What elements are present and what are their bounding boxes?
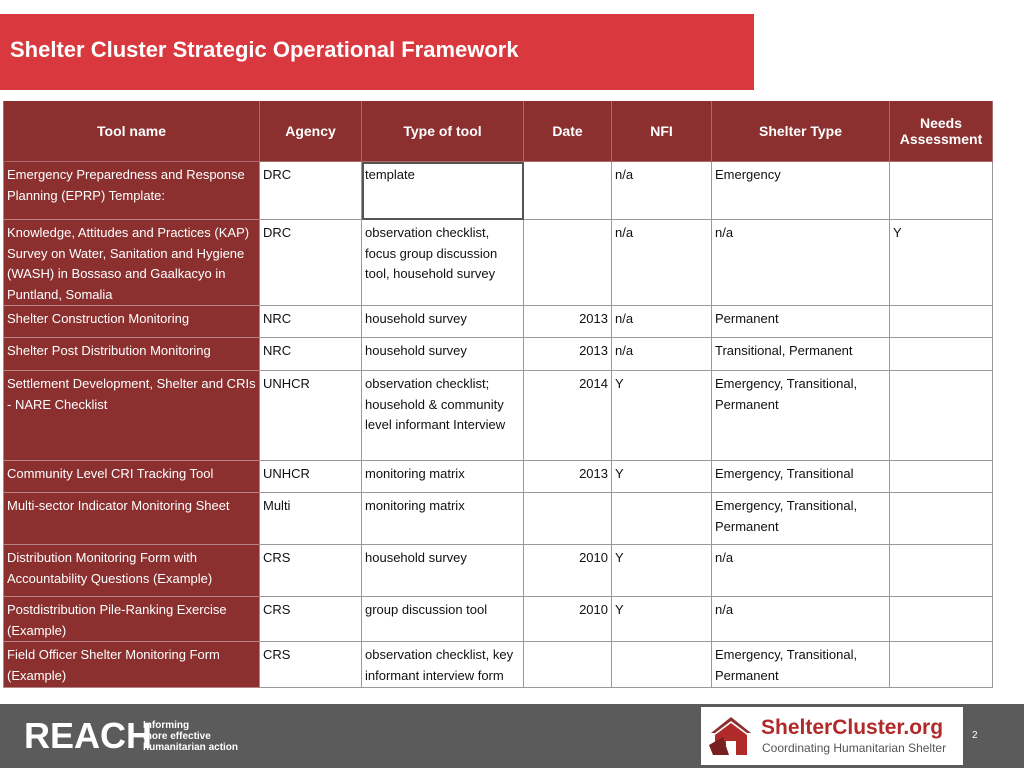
cell-tool-name: Shelter Post Distribution Monitoring <box>4 338 260 371</box>
slide-title: Shelter Cluster Strategic Operational Framework <box>10 37 519 62</box>
table-row <box>4 545 993 597</box>
cell-needs-assessment <box>890 371 993 461</box>
cell-shelter-type: n/a <box>712 220 890 306</box>
table-row <box>4 162 993 220</box>
cell-date: 2013 <box>524 461 612 493</box>
table-row <box>4 493 993 545</box>
cell-nfi <box>612 642 712 688</box>
cell-shelter-type: Emergency <box>712 162 890 220</box>
cell-nfi: Y <box>612 461 712 493</box>
cell-tool-name: Field Officer Shelter Monitoring Form (Example) <box>4 642 260 688</box>
cell-needs-assessment <box>890 493 993 545</box>
cell-shelter-type: n/a <box>712 597 890 642</box>
header-needs-assessment: Needs Assessment <box>890 101 993 162</box>
table-row <box>4 306 993 338</box>
cell-tool-name: Shelter Construction Monitoring <box>4 306 260 338</box>
cell-shelter-type: Emergency, Transitional, Permanent <box>712 371 890 461</box>
reach-tagline-line: Informing <box>143 720 190 731</box>
header-type-of-tool: Type of tool <box>362 101 524 162</box>
cell-agency: NRC <box>260 338 362 371</box>
cell-shelter-type: Permanent <box>712 306 890 338</box>
header-agency: Agency <box>260 101 362 162</box>
cell-tool-name: Community Level CRI Tracking Tool <box>4 461 260 493</box>
shelter-cluster-name: ShelterCluster.org <box>761 716 944 739</box>
cell-date: 2010 <box>524 597 612 642</box>
cell-type-of-tool: monitoring matrix <box>362 493 524 545</box>
cell-agency: DRC <box>260 220 362 306</box>
tools-table <box>3 101 993 688</box>
cell-agency: CRS <box>260 597 362 642</box>
reach-tagline-line: more effective <box>143 731 211 742</box>
cell-nfi: n/a <box>612 306 712 338</box>
table-row <box>4 597 993 642</box>
cell-agency: UNHCR <box>260 371 362 461</box>
cell-type-of-tool: observation checklist; household & community level informant Interview <box>362 371 524 461</box>
cell-date <box>524 493 612 545</box>
header-nfi: NFI <box>612 101 712 162</box>
cell-needs-assessment <box>890 338 993 371</box>
header-tool-name: Tool name <box>4 101 260 162</box>
reach-tagline-line: humanitarian action <box>143 742 239 753</box>
reach-logo: REACH <box>24 715 153 756</box>
cell-date: 2014 <box>524 371 612 461</box>
cell-agency: DRC <box>260 162 362 220</box>
cell-nfi: Y <box>612 597 712 642</box>
shelter-cluster-logo <box>701 707 963 765</box>
cell-type-of-tool: observation checklist, key informant interview form <box>362 642 524 688</box>
cell-type-of-tool: household survey <box>362 338 524 371</box>
table-row <box>4 461 993 493</box>
cell-date <box>524 220 612 306</box>
cell-needs-assessment: Y <box>890 220 993 306</box>
cell-nfi: n/a <box>612 220 712 306</box>
table-row <box>4 220 993 306</box>
cell-tool-name: Distribution Monitoring Form with Accountability Questions (Example) <box>4 545 260 597</box>
cell-needs-assessment <box>890 545 993 597</box>
header-shelter-type: Shelter Type <box>712 101 890 162</box>
cell-date: 2010 <box>524 545 612 597</box>
cell-needs-assessment <box>890 162 993 220</box>
cell-nfi: n/a <box>612 162 712 220</box>
cell-needs-assessment <box>890 597 993 642</box>
table-row <box>4 371 993 461</box>
page-number: 2 <box>972 730 978 741</box>
cell-shelter-type: Emergency, Transitional, Permanent <box>712 642 890 688</box>
cell-date <box>524 162 612 220</box>
cell-nfi: Y <box>612 545 712 597</box>
cell-type-of-tool: household survey <box>362 545 524 597</box>
tools-table-container <box>3 101 992 683</box>
table-row <box>4 642 993 688</box>
cell-type-of-tool-selected[interactable]: template <box>362 162 524 220</box>
cell-tool-name: Settlement Development, Shelter and CRIs - NARE Checklist <box>4 371 260 461</box>
cell-shelter-type: Emergency, Transitional, Permanent <box>712 493 890 545</box>
cell-tool-name: Postdistribution Pile-Ranking Exercise (Example) <box>4 597 260 642</box>
cell-tool-name: Knowledge, Attitudes and Practices (KAP) Survey on Water, Sanitation and Hygiene (WASH) in Bossaso and Gaalkacyo in Puntland, Somalia <box>4 220 260 306</box>
cell-nfi <box>612 493 712 545</box>
cell-shelter-type: n/a <box>712 545 890 597</box>
shelter-house-icon <box>709 715 753 757</box>
cell-nfi: n/a <box>612 338 712 371</box>
cell-tool-name: Multi-sector Indicator Monitoring Sheet <box>4 493 260 545</box>
shelter-cluster-subtitle: Coordinating Humanitarian Shelter <box>762 741 947 755</box>
cell-agency: UNHCR <box>260 461 362 493</box>
cell-agency: CRS <box>260 545 362 597</box>
cell-agency: CRS <box>260 642 362 688</box>
cell-date <box>524 642 612 688</box>
cell-tool-name: Emergency Preparedness and Response Planning (EPRP) Template: <box>4 162 260 220</box>
cell-needs-assessment <box>890 642 993 688</box>
reach-tagline <box>143 720 253 753</box>
cell-needs-assessment <box>890 306 993 338</box>
cell-agency: NRC <box>260 306 362 338</box>
cell-type-of-tool: monitoring matrix <box>362 461 524 493</box>
cell-needs-assessment <box>890 461 993 493</box>
table-row <box>4 338 993 371</box>
cell-type-of-tool: household survey <box>362 306 524 338</box>
cell-shelter-type: Emergency, Transitional <box>712 461 890 493</box>
header-date: Date <box>524 101 612 162</box>
cell-date: 2013 <box>524 338 612 371</box>
table-header-row <box>4 101 993 162</box>
cell-shelter-type: Transitional, Permanent <box>712 338 890 371</box>
cell-nfi: Y <box>612 371 712 461</box>
cell-date: 2013 <box>524 306 612 338</box>
cell-agency: Multi <box>260 493 362 545</box>
cell-type-of-tool: observation checklist, focus group discussion tool, household survey <box>362 220 524 306</box>
cell-type-of-tool: group discussion tool <box>362 597 524 642</box>
